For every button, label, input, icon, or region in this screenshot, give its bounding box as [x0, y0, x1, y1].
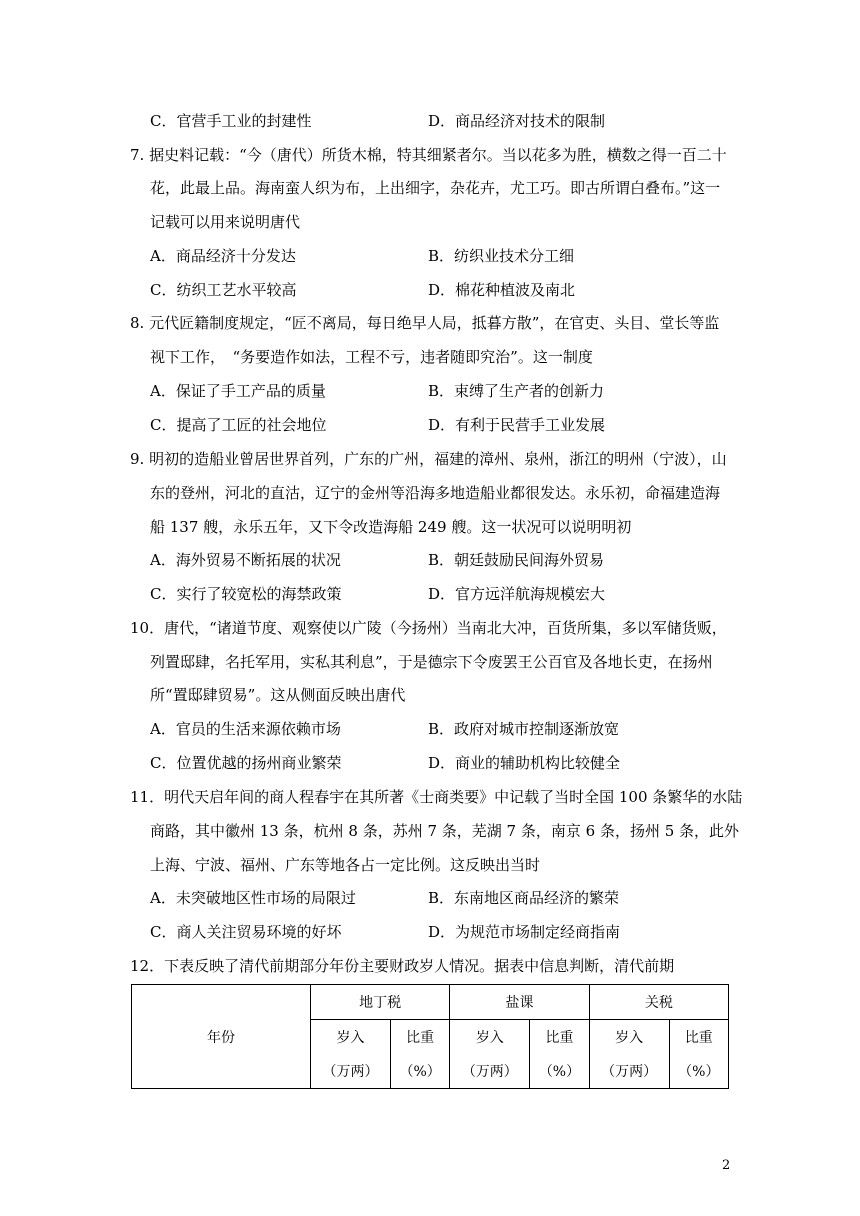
q9-stem-line-3: 船 137 艘，永乐五年，又下令改造海船 249 艘。这一状况可以说明明初	[150, 518, 632, 536]
table-header-group: 地丁税	[311, 985, 450, 1020]
q9-stem-line-1: 9. 明初的造船业曾居世界首列，广东的广州，福建的漳州、泉州，浙江的明州（宁波），山	[130, 450, 727, 468]
q8-stem-line-2: 视下工作， “务要造作如法，工程不亏，违者随即究治”。这一制度	[150, 348, 593, 366]
q10-option-a: A．官员的生活来源依赖市场	[150, 720, 341, 738]
q8-option-a: A．保证了手工产品的质量	[150, 382, 326, 400]
q8-option-c: C．提高了工匠的社会地位	[150, 416, 327, 434]
table-header-group: 关税	[589, 985, 728, 1020]
q10-option-c: C．位置优越的扬州商业繁荣	[150, 754, 342, 772]
q9-option-b: B．朝廷鼓励民间海外贸易	[428, 551, 605, 569]
table-subheader-income: 岁入	[311, 1020, 391, 1055]
table-subheader-unit: （%）	[530, 1054, 589, 1089]
q7-option-d: D．棉花种植波及南北	[428, 281, 576, 299]
q11-stem-line-2: 商路，其中徽州 13 条，杭州 8 条，苏州 7 条，芜湖 7 条，南京 6 条，扬州 5 条，此外	[150, 822, 740, 840]
table-subheader-unit: （%）	[669, 1054, 728, 1089]
q7-stem-line-3: 记载可以用来说明唐代	[150, 213, 301, 231]
q11-option-d: D．为规范市场制定经商指南	[428, 923, 621, 941]
q8-stem-line-1: 8. 元代匠籍制度规定，“匠不离局，每日绝早人局，抵暮方散”，在官吏、头目、堂长等监	[130, 314, 720, 332]
q7-option-a: A．商品经济十分发达	[150, 247, 296, 265]
q7-option-b: B．纺织业技术分工细	[428, 247, 575, 265]
q10-stem-line-2: 列置邸肆，名托军用，实私其利息”，于是德宗下令废罢王公百官及各地长吏，在扬州	[150, 653, 713, 671]
q11-stem-line-3: 上海、宁波、福州、广东等地各占一定比例。这反映出当时	[150, 856, 541, 874]
q12-stem-line-1: 12．下表反映了清代前期部分年份主要财政岁人情况。据表中信息判断，清代前期	[130, 957, 675, 975]
table-subheader-ratio: 比重	[669, 1020, 728, 1055]
q9-stem-line-2: 东的登州，河北的直沽，辽宁的金州等沿海多地造船业都很发达。永乐初，命福建造海	[150, 484, 721, 502]
table-subheader-unit: （%）	[390, 1054, 449, 1089]
q11-option-c: C．商人关注贸易环境的好坏	[150, 923, 342, 941]
q11-option-b: B．东南地区商品经济的繁荣	[428, 889, 620, 907]
table-header-group: 盐课	[450, 985, 589, 1020]
table-subheader-unit: （万两）	[311, 1054, 391, 1089]
revenue-table	[131, 984, 729, 1089]
q9-option-d: D．官方远洋航海规模宏大	[428, 585, 606, 603]
q11-option-a: A．未突破地区性市场的局限过	[150, 889, 356, 907]
q10-option-d: D．商业的辅助机构比较健全	[428, 754, 621, 772]
table-subheader-unit: （万两）	[450, 1054, 530, 1089]
q7-stem-line-2: 花，此最上品。海南蛮人织为布，上出细字，杂花卉，尤工巧。即古所谓白叠布。”这一	[150, 179, 721, 197]
q10-stem-line-1: 10．唐代，“诸道节度、观察使以广陵（今扬州）当南北大冲，百货所集，多以军储货贩，	[130, 619, 727, 637]
page-number: 2	[722, 1158, 731, 1173]
table-subheader-ratio: 比重	[390, 1020, 449, 1055]
q9-option-a: A．海外贸易不断拓展的状况	[150, 551, 341, 569]
q10-stem-line-3: 所“置邸肆贸易”。这从侧面反映出唐代	[150, 686, 406, 704]
q6-option-c: C．官营手工业的封建性	[150, 112, 312, 130]
q6-option-d: D．商品经济对技术的限制	[428, 112, 606, 130]
q11-stem-line-1: 11．明代天启年间的商人程春宇在其所著《士商类要》中记载了当时全国 100 条繁华的水陆	[130, 788, 743, 806]
q7-option-c: C．纺织工艺水平较高	[150, 281, 297, 299]
q8-option-b: B．束缚了生产者的创新力	[428, 382, 605, 400]
table-subheader-income: 岁入	[589, 1020, 669, 1055]
q9-option-c: C．实行了较宽松的海禁政策	[150, 585, 342, 603]
q7-stem-line-1: 7. 据史料记载：“今（唐代）所货木棉，特其细紧者尔。当以花多为胜，横数之得一百二十	[130, 146, 727, 164]
table-subheader-ratio: 比重	[530, 1020, 589, 1055]
table-subheader-income: 岁入	[450, 1020, 530, 1055]
q10-option-b: B．政府对城市控制逐渐放宽	[428, 720, 620, 738]
table-subheader-unit: （万两）	[589, 1054, 669, 1089]
table-header-year: 年份	[132, 985, 311, 1089]
q8-option-d: D．有利于民营手工业发展	[428, 416, 606, 434]
